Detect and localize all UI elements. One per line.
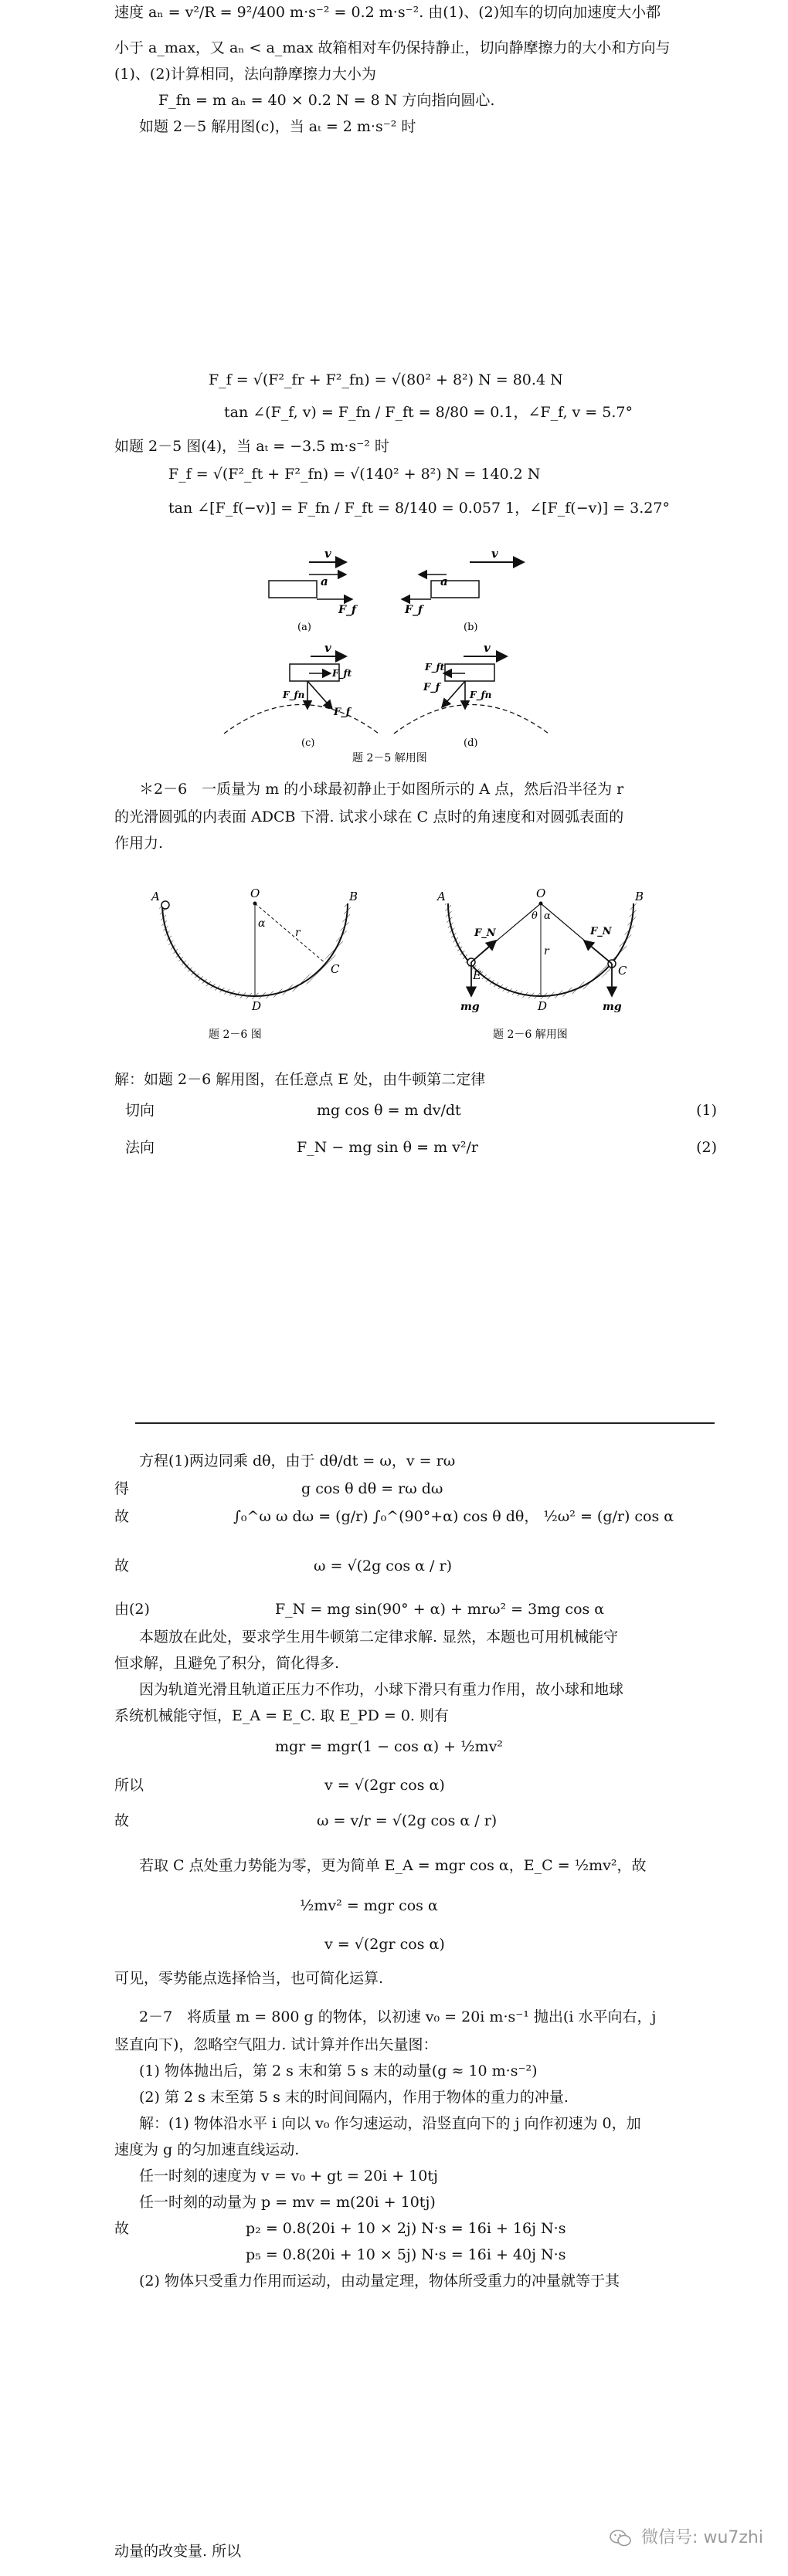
total-friction-arrow bbox=[442, 681, 465, 707]
label-O: O bbox=[250, 888, 260, 900]
label-FN: F_N bbox=[590, 926, 612, 937]
text-line: 方程(1)两边同乘 dθ，由于 dθ/dt = ω，v = rω bbox=[139, 1452, 456, 1469]
text-line: 竖直向下)，忽略空气阻力. 试计算并作出矢量图： bbox=[114, 2036, 438, 2053]
text-line: 速度 aₙ = v²/R = 9²/400 m·s⁻² = 0.2 m·s⁻². 由(1)、(2)知车的切向加速度大小都 bbox=[114, 4, 661, 21]
label-alpha: α bbox=[544, 910, 551, 922]
label: 故 bbox=[114, 1508, 130, 1525]
label-ff: F_f bbox=[405, 604, 423, 616]
text-line: (1) 物体抛出后，第 2 s 末和第 5 s 末的动量(g ≈ 10 m·s⁻²) bbox=[139, 2062, 538, 2079]
equation: tan ∠[F_f(−v)] = F_fn / F_ft = 8/140 = 0.057 1，∠[F_f(−v)] = 3.27° bbox=[168, 500, 670, 517]
text-line: 系统机械能守恒，E_A = E_C. 取 E_PD = 0. 则有 bbox=[114, 1707, 449, 1724]
label-fft: F_ft bbox=[425, 662, 445, 673]
label-mg: mg bbox=[460, 1001, 480, 1013]
label-E: E bbox=[473, 968, 481, 982]
caption-a: (a) bbox=[297, 622, 311, 633]
text-line: 小于 a_max，又 aₙ < a_max 故箱相对车仍保持静止，切向静摩擦力的大小和方向与 bbox=[114, 39, 671, 56]
equation-number: (2) bbox=[696, 1139, 717, 1156]
text-line: 解：如题 2－6 解用图，在任意点 E 处，由牛顿第二定律 bbox=[114, 1071, 486, 1088]
box bbox=[269, 581, 317, 598]
text-line: 的光滑圆弧的内表面 ADCB 下滑. 试求小球在 C 点时的角速度和对圆弧表面的 bbox=[114, 808, 624, 825]
figure-2-6 bbox=[147, 888, 672, 1042]
text-line: 任一时刻的速度为 v = v₀ + gt = 20i + 10tj bbox=[139, 2168, 438, 2185]
text-line: 动量的改变量. 所以 bbox=[114, 2543, 242, 2560]
curve-arc bbox=[394, 705, 549, 734]
label: 所以 bbox=[114, 1777, 144, 1794]
label-v: v bbox=[324, 641, 331, 655]
text-line: 任一时刻的动量为 p = mv = m(20i + 10tj) bbox=[139, 2194, 436, 2211]
label-C: C bbox=[331, 962, 340, 976]
label: 得 bbox=[114, 1480, 130, 1497]
text-line: ＊2－6 一质量为 m 的小球最初静止于如图所示的 A 点，然后沿半径为 r bbox=[139, 781, 624, 798]
label-r: r bbox=[295, 927, 301, 939]
text-line: 可见，零势能点选择恰当，也可简化运算. bbox=[114, 1970, 384, 1987]
label-O: O bbox=[536, 888, 546, 900]
equation: mgr = mgr(1 − cos α) + ½mv² bbox=[275, 1738, 503, 1755]
text-line: 作用力. bbox=[114, 835, 164, 852]
label-fft: F_ft bbox=[332, 668, 352, 679]
watermark bbox=[610, 2524, 763, 2548]
page-divider bbox=[135, 1422, 715, 1424]
label-mg: mg bbox=[603, 1001, 622, 1013]
figure-2-5 bbox=[216, 541, 556, 764]
equation: F_N − mg sin θ = m v²/r bbox=[297, 1139, 478, 1156]
caption-d: (d) bbox=[464, 737, 478, 749]
text-line: 若取 C 点处重力势能为零，更为简单 E_A = mgr cos α，E_C = ½mv²，故 bbox=[139, 1857, 647, 1874]
equation: p₂ = 0.8(20i + 10 × 2j) N·s = 16i + 16j N·s bbox=[246, 2220, 566, 2237]
label-normal: 法向 bbox=[125, 1139, 155, 1156]
text-line: 2－7 将质量 m = 800 g 的物体，以初速 v₀ = 20i m·s⁻¹ 抛出(i 水平向右，j bbox=[139, 2008, 657, 2025]
label-B: B bbox=[349, 890, 358, 903]
label: 故 bbox=[114, 1557, 130, 1574]
label-alpha: α bbox=[258, 917, 266, 930]
text-line: 本题放在此处，要求学生用牛顿第二定律求解. 显然，本题也可用机械能守 bbox=[139, 1629, 619, 1646]
figure-caption: 题 2－5 解用图 bbox=[352, 752, 427, 764]
text-line: (2) 第 2 s 末至第 5 s 末的时间间隔内，作用于物体的重力的冲量. bbox=[139, 2089, 569, 2106]
normal-force-arrow-C bbox=[584, 941, 612, 964]
ball bbox=[161, 901, 169, 909]
text-line: 如题 2－5 解用图(c)，当 aₜ = 2 m·s⁻² 时 bbox=[139, 118, 416, 135]
radius-OC bbox=[255, 903, 326, 964]
equation: ω = v/r = √(2g cos α / r) bbox=[317, 1812, 498, 1829]
label-FN: F_N bbox=[474, 927, 496, 939]
label-ff: F_f bbox=[334, 707, 351, 718]
equation: ω = √(2g cos α / r) bbox=[314, 1557, 452, 1574]
label-r: r bbox=[544, 945, 549, 958]
label: 故 bbox=[114, 2220, 130, 2237]
text-line: 如题 2－5 图(4)，当 aₜ = −3.5 m·s⁻² 时 bbox=[114, 438, 389, 455]
caption-b: (b) bbox=[464, 622, 478, 633]
label-tangential: 切向 bbox=[125, 1102, 155, 1119]
caption-c: (c) bbox=[301, 737, 315, 749]
label-ff: F_f bbox=[423, 682, 440, 693]
caption-left: 题 2－6 图 bbox=[209, 1029, 262, 1041]
text-line: 解：(1) 物体沿水平 i 向以 v₀ 作匀速运动，沿竖直向下的 j 向作初速为 0，加 bbox=[139, 2115, 641, 2132]
text-line: 速度为 g 的匀加速直线运动. bbox=[114, 2141, 300, 2158]
label: 由(2) bbox=[114, 1601, 150, 1618]
label-ffn: F_fn bbox=[283, 690, 305, 700]
equation: F_f = √(F²_fr + F²_fn) = √(80² + 8²) N = 80.4 N bbox=[209, 371, 563, 388]
box bbox=[431, 581, 479, 598]
text-line: (1)、(2)计算相同，法向静摩擦力大小为 bbox=[114, 66, 376, 83]
equation: mg cos θ = m dv/dt bbox=[317, 1102, 461, 1119]
equation: p₅ = 0.8(20i + 10 × 5j) N·s = 16i + 40j N·s bbox=[246, 2246, 566, 2263]
watermark-text: 微信号: wu7zhi bbox=[641, 2528, 763, 2547]
wechat-icon bbox=[610, 2529, 631, 2547]
label-ffn: F_fn bbox=[470, 690, 492, 700]
label-v: v bbox=[484, 641, 491, 655]
equation: ∫₀^ω ω dω = (g/r) ∫₀^(90°+α) cos θ dθ， ½ω² = (g/r) cos α bbox=[233, 1508, 674, 1525]
label-v: v bbox=[324, 547, 331, 561]
equation: F_N = mg sin(90° + α) + mrω² = 3mg cos α bbox=[275, 1601, 605, 1618]
label-A: A bbox=[437, 890, 446, 903]
label-D: D bbox=[538, 999, 548, 1013]
equation: F_fn = m aₙ = 40 × 0.2 N = 8 N 方向指向圆心. bbox=[158, 92, 495, 109]
text-line: (2) 物体只受重力作用而运动，由动量定理，物体所受重力的冲量就等于其 bbox=[139, 2273, 620, 2290]
equation: v = √(2gr cos α) bbox=[324, 1777, 445, 1794]
text-line: 因为轨道光滑且轨道正压力不作功，小球下滑只有重力作用，故小球和地球 bbox=[139, 1681, 624, 1698]
normal-force-arrow-E bbox=[471, 941, 496, 962]
label-A: A bbox=[151, 890, 160, 903]
caption-right: 题 2－6 解用图 bbox=[493, 1029, 568, 1041]
text-line: 恒求解，且避免了积分，简化得多. bbox=[114, 1655, 340, 1672]
label-C: C bbox=[618, 964, 627, 978]
equation: v = √(2gr cos α) bbox=[324, 1936, 445, 1953]
label-B: B bbox=[635, 890, 644, 903]
equation: g cos θ dθ = rω dω bbox=[301, 1480, 443, 1497]
equation: F_f = √(F²_ft + F²_fn) = √(140² + 8²) N = 140.2 N bbox=[168, 466, 541, 483]
box bbox=[445, 664, 494, 681]
equation-number: (1) bbox=[696, 1102, 717, 1119]
label-ff: F_f bbox=[338, 604, 356, 616]
label-theta: θ bbox=[532, 910, 538, 922]
curve-arc bbox=[224, 705, 379, 734]
equation: tan ∠(F_f, v) = F_fn / F_ft = 8/80 = 0.1，∠F_f, v = 5.7° bbox=[224, 404, 633, 421]
equation: ½mv² = mgr cos α bbox=[300, 1897, 438, 1914]
label-a: a bbox=[440, 575, 448, 588]
label-a: a bbox=[321, 575, 328, 588]
label: 故 bbox=[114, 1812, 130, 1829]
label-D: D bbox=[252, 999, 262, 1013]
label-v: v bbox=[491, 547, 498, 561]
